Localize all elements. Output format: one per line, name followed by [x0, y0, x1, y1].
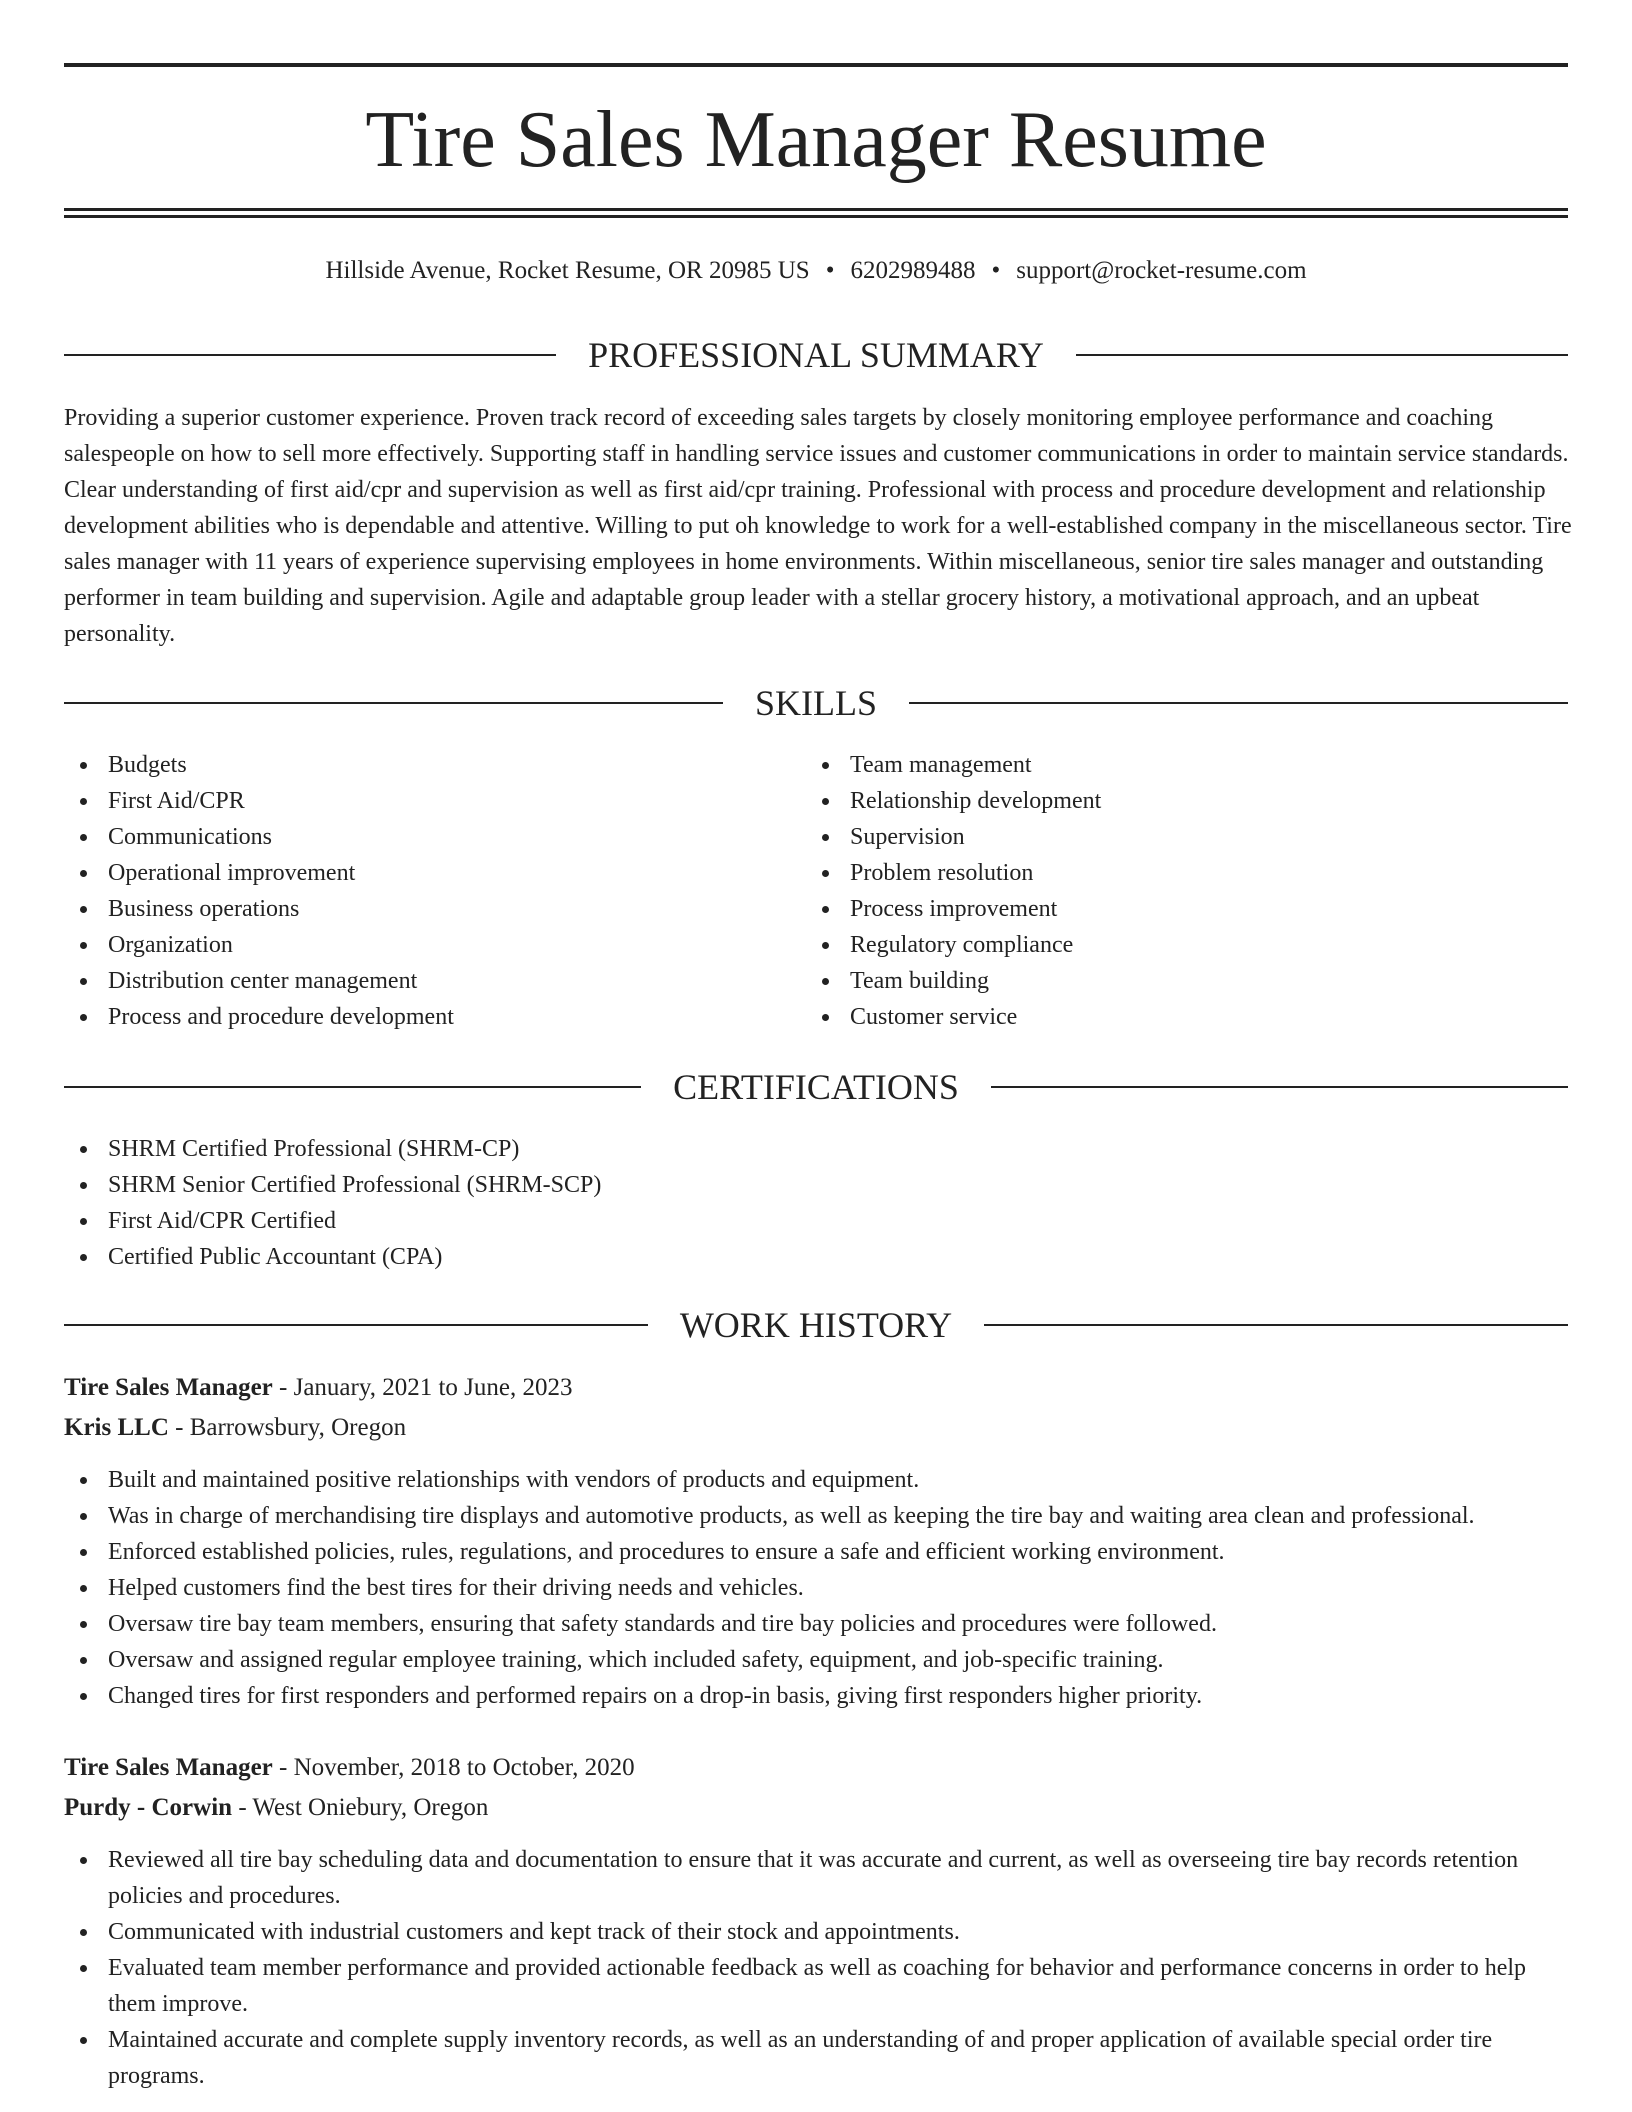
skill-item: Communications [64, 819, 784, 855]
heading-rule [64, 354, 556, 356]
section-title: SKILLS [755, 683, 878, 723]
heading-rule [64, 702, 723, 704]
summary-text: Providing a superior customer experience. Proven track record of exceeding sales targets by closely monitoring employee performance and coaching salespeople on how to sell more effectively. Supporting staff in handling service issues and customer communications in order to maintain service standards. Clear understanding of first aid/cpr and supervision as well as first aid/cpr training. Professional with process and procedure development and relationship development abilities who is dependable and attentive. Willing to put oh knowledge to work for a well-established company in the miscellaneous sector. Tire sales manager with 11 years of experience supervising employees in home environments. Within miscellaneous, senior tire sales manager and outstanding performer in team building and supervision. Agile and adaptable group leader with a stellar grocery history, a motivational approach, and an upbeat personality. [64, 405, 1572, 647]
job-bullet: Helped customers find the best tires for their driving needs and vehicles. [64, 1570, 1574, 1606]
skills-list-left [64, 747, 784, 1035]
skill-item: Team management [806, 747, 1526, 783]
heading-rule [984, 1324, 1568, 1326]
section-heading-work-history [64, 1302, 1568, 1348]
job-bullet: Enforced established policies, rules, regulations, and procedures to ensure a safe and efficient working environment. [64, 1534, 1574, 1570]
section-title: CERTIFICATIONS [673, 1067, 959, 1107]
section-title: WORK HISTORY [679, 1305, 953, 1345]
job-bullet-list [64, 1462, 1574, 1714]
job-dates: - January, 2021 to June, 2023 [272, 1374, 573, 1401]
job-title: Tire Sales Manager [64, 1754, 273, 1781]
job-location: - West Oniebury, Oregon [232, 1794, 489, 1821]
skill-item: Problem resolution [806, 855, 1526, 891]
header-top-rule [64, 63, 1568, 67]
section-heading-certifications [64, 1064, 1568, 1110]
skill-item: Organization [64, 927, 784, 963]
section-heading-summary [64, 332, 1568, 378]
heading-rule [64, 1324, 648, 1326]
skill-item: Operational improvement [64, 855, 784, 891]
contact-address: Hillside Avenue, Rocket Resume, OR 20985 US [325, 257, 810, 284]
section-title: PROFESSIONAL SUMMARY [588, 335, 1044, 375]
skill-item: First Aid/CPR [64, 783, 784, 819]
heading-rule [991, 1086, 1568, 1088]
header-double-rule-lower [64, 215, 1568, 218]
job-company: Kris LLC [64, 1414, 169, 1441]
skill-item: Process and procedure development [64, 999, 784, 1035]
section-heading-skills [64, 680, 1568, 726]
contact-separator: • [825, 257, 835, 284]
job-bullet: Maintained accurate and complete supply inventory records, as well as an understanding of and proper application of available special order tire programs. [64, 2022, 1574, 2094]
job-bullet-list [64, 1842, 1574, 2094]
job-bullet: Changed tires for first responders and performed repairs on a drop-in basis, giving first responders higher priority. [64, 1678, 1574, 1714]
heading-rule [64, 1086, 641, 1088]
skill-item: Relationship development [806, 783, 1526, 819]
contact-email[interactable]: support@rocket-resume.com [1016, 257, 1307, 284]
skill-item: Team building [806, 963, 1526, 999]
skill-item: Budgets [64, 747, 784, 783]
contact-line [64, 254, 1568, 288]
certification-item: SHRM Senior Certified Professional (SHRM-SCP) [64, 1167, 1564, 1203]
job-company: Purdy - Corwin [64, 1794, 233, 1821]
skills-list-right [806, 747, 1526, 1035]
job-company-line [64, 1410, 1564, 1446]
skill-item: Business operations [64, 891, 784, 927]
certification-item: First Aid/CPR Certified [64, 1203, 1564, 1239]
certification-item: SHRM Certified Professional (SHRM-CP) [64, 1131, 1564, 1167]
job-bullet: Was in charge of merchandising tire displays and automotive products, as well as keeping the tire bay and waiting area clean and professional. [64, 1498, 1574, 1534]
heading-rule [1076, 354, 1568, 356]
job-bullet: Oversaw tire bay team members, ensuring that safety standards and tire bay policies and procedures were followed. [64, 1606, 1574, 1642]
certification-item: Certified Public Accountant (CPA) [64, 1239, 1564, 1275]
job-location: - Barrowsbury, Oregon [168, 1414, 407, 1441]
header-double-rule-upper [64, 208, 1568, 211]
job-title: Tire Sales Manager [64, 1374, 273, 1401]
job-dates: - November, 2018 to October, 2020 [272, 1754, 635, 1781]
job-bullet: Evaluated team member performance and provided actionable feedback as well as coaching for behavior and performance concerns in order to help them improve. [64, 1950, 1574, 2022]
skill-item: Regulatory compliance [806, 927, 1526, 963]
job-bullet: Oversaw and assigned regular employee training, which included safety, equipment, and job-specific training. [64, 1642, 1574, 1678]
contact-phone: 6202989488 [850, 257, 976, 284]
resume-title: Tire Sales Manager Resume [365, 96, 1267, 184]
skill-item: Supervision [806, 819, 1526, 855]
job-bullet: Communicated with industrial customers and kept track of their stock and appointments. [64, 1914, 1574, 1950]
skill-item: Distribution center management [64, 963, 784, 999]
heading-rule [909, 702, 1568, 704]
skill-item: Customer service [806, 999, 1526, 1035]
job-title-line [64, 1370, 1564, 1406]
job-bullet: Built and maintained positive relationships with vendors of products and equipment. [64, 1462, 1574, 1498]
job-bullet: Reviewed all tire bay scheduling data and documentation to ensure that it was accurate and current, as well as overseeing tire bay records retention policies and procedures. [64, 1842, 1574, 1914]
skill-item: Process improvement [806, 891, 1526, 927]
contact-separator: • [991, 257, 1001, 284]
job-title-line [64, 1750, 1564, 1786]
certifications-list [64, 1131, 1564, 1275]
job-company-line [64, 1790, 1564, 1826]
